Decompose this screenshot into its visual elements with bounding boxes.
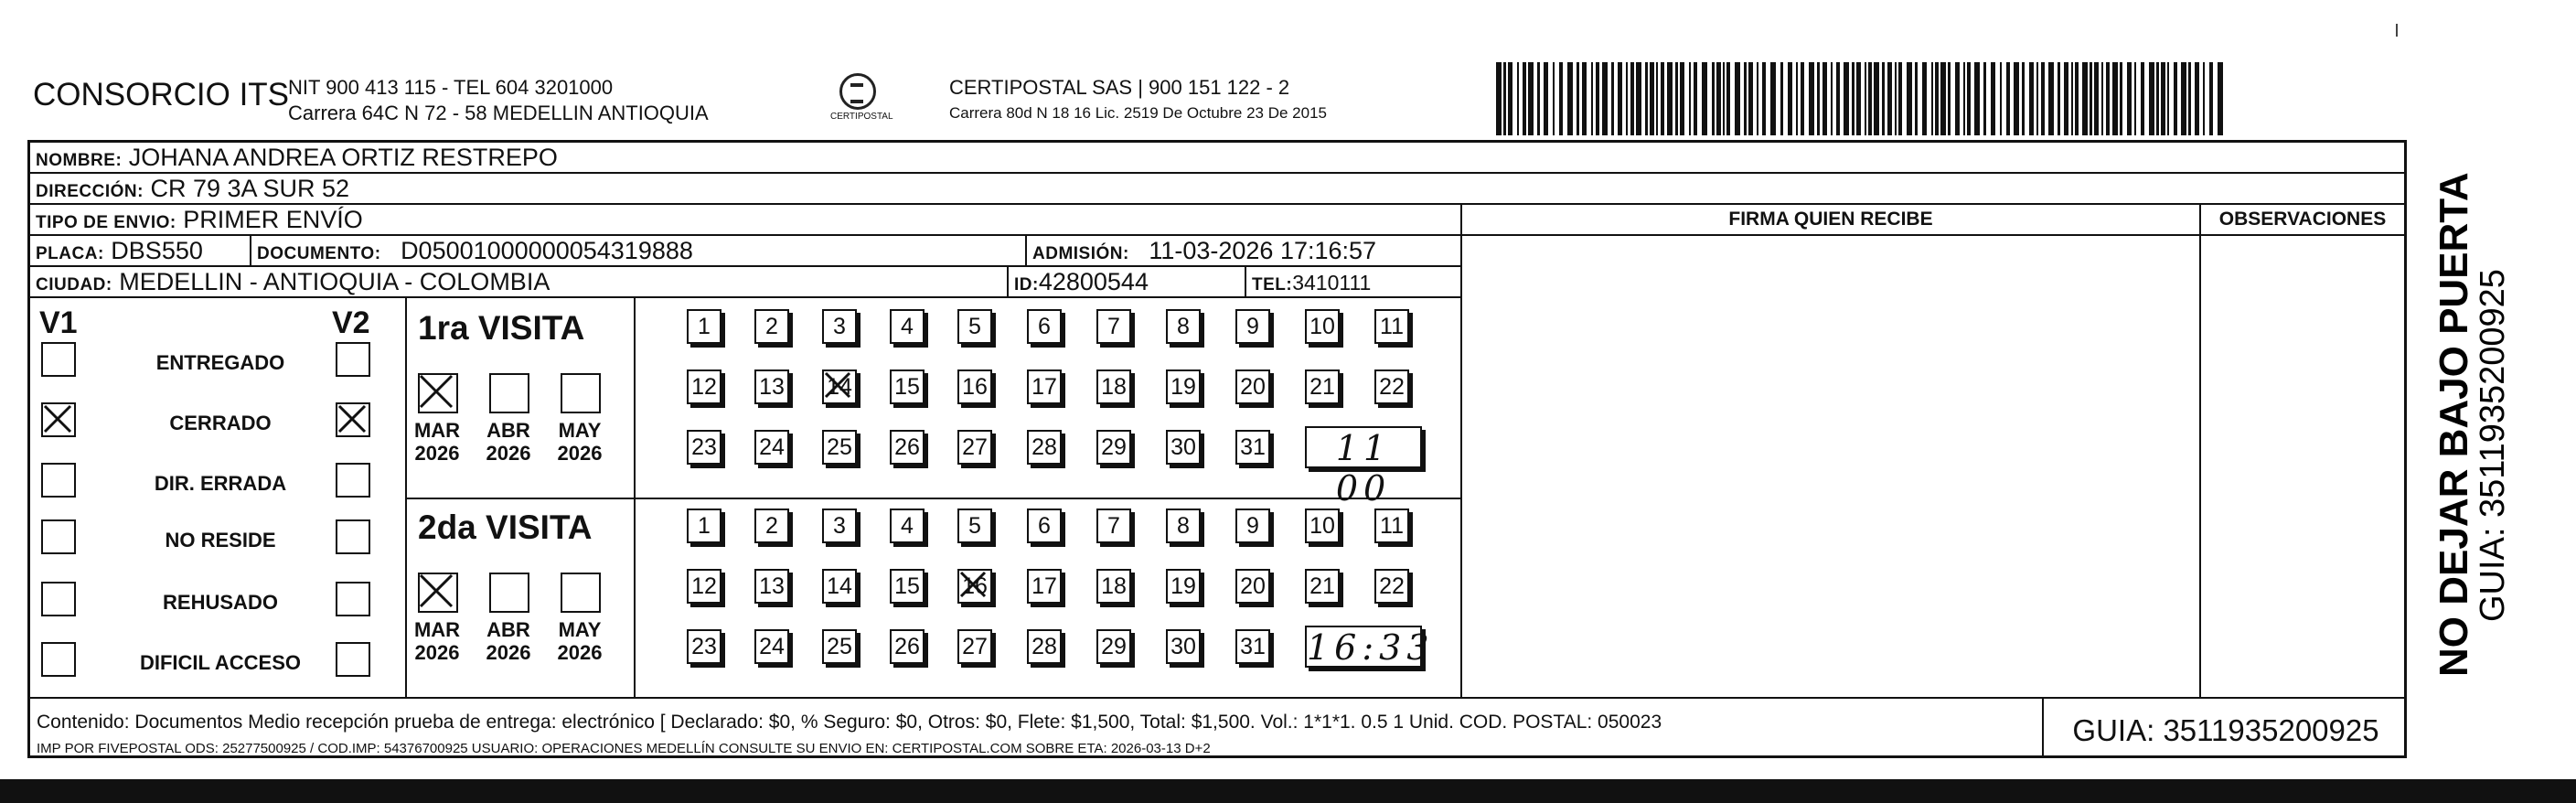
day-box[interactable]: 11 bbox=[1374, 509, 1409, 543]
v2-checkbox[interactable] bbox=[336, 582, 370, 616]
logo-icon bbox=[839, 73, 876, 110]
ciudad-label: CIUDAD: bbox=[36, 275, 112, 294]
documento-label: DOCUMENTO: bbox=[257, 244, 381, 263]
barcode-bar bbox=[1844, 62, 1849, 135]
day-box[interactable]: 27 bbox=[957, 629, 992, 664]
left-edge-mark bbox=[0, 787, 4, 799]
tel-label: TEL: bbox=[1252, 275, 1293, 294]
barcode-bar bbox=[2090, 62, 2092, 135]
day-box[interactable]: 30 bbox=[1166, 629, 1201, 664]
month-label bbox=[405, 618, 469, 664]
day-box[interactable]: 3 bbox=[822, 509, 857, 543]
day-box[interactable]: 30 bbox=[1166, 430, 1201, 465]
day-box[interactable]: 6 bbox=[1027, 509, 1062, 543]
day-box[interactable]: 3 bbox=[822, 309, 857, 344]
barcode-bar bbox=[1618, 62, 1622, 135]
barcode-bar bbox=[2209, 62, 2213, 135]
v2-checkbox[interactable] bbox=[336, 642, 370, 677]
barcode-bar bbox=[2064, 62, 2068, 135]
day-box[interactable]: 25 bbox=[822, 629, 857, 664]
day-box[interactable]: 12 bbox=[687, 369, 721, 404]
barcode-bar bbox=[2006, 62, 2010, 135]
barcode-bar bbox=[1602, 62, 1608, 135]
month-year: 2026 bbox=[414, 641, 460, 664]
day-box[interactable]: 22 bbox=[1374, 369, 1409, 404]
barcode-bar bbox=[1887, 62, 1892, 135]
barcode-bar bbox=[1544, 62, 1548, 135]
barcode-bar bbox=[1508, 62, 1512, 135]
day-box[interactable]: 15 bbox=[890, 369, 925, 404]
month-checkbox[interactable] bbox=[561, 373, 601, 413]
nombre-label: NOMBRE: bbox=[36, 151, 123, 170]
day-box[interactable]: 12 bbox=[687, 569, 721, 604]
day-box[interactable]: 18 bbox=[1096, 369, 1131, 404]
barcode-bar bbox=[1496, 62, 1502, 135]
barcode-bar bbox=[1626, 62, 1628, 135]
day-box[interactable]: 18 bbox=[1096, 569, 1131, 604]
month-year: 2026 bbox=[557, 442, 603, 465]
day-box[interactable]: 26 bbox=[890, 430, 925, 465]
day-box[interactable]: 1 bbox=[687, 509, 721, 543]
barcode-bar bbox=[1822, 62, 1827, 135]
month-checkbox[interactable] bbox=[561, 573, 601, 613]
month-label bbox=[476, 618, 540, 664]
day-box[interactable]: 24 bbox=[754, 430, 789, 465]
check-mark-icon bbox=[415, 370, 457, 412]
visit-time: 11 00 bbox=[1305, 426, 1422, 468]
v2-checkbox[interactable] bbox=[336, 342, 370, 377]
month-checkbox[interactable] bbox=[418, 373, 458, 413]
day-box[interactable]: 16 bbox=[957, 369, 992, 404]
documento-field bbox=[257, 236, 693, 269]
barcode-bar bbox=[1922, 62, 1927, 135]
barcode-bar bbox=[1762, 62, 1766, 135]
month-name: ABR bbox=[486, 419, 530, 442]
barcode-bar bbox=[2161, 62, 2165, 135]
certipostal-info bbox=[949, 75, 1327, 126]
barcode-bar bbox=[2058, 62, 2060, 135]
barcode-bar bbox=[1856, 62, 1861, 135]
barcode-bar bbox=[1630, 62, 1634, 135]
v1-checkbox[interactable] bbox=[41, 342, 76, 377]
day-box[interactable]: 8 bbox=[1166, 309, 1201, 344]
barcode-bar bbox=[1694, 62, 1697, 135]
direccion-row bbox=[30, 174, 2404, 205]
month-checkbox[interactable] bbox=[489, 573, 529, 613]
status-label: DIFICIL ACCESO bbox=[139, 651, 301, 674]
barcode-bar bbox=[2112, 62, 2118, 135]
side-text bbox=[2414, 155, 2515, 677]
barcode-bar bbox=[1689, 62, 1691, 135]
barcode-bar bbox=[1935, 62, 1939, 135]
v2-checkbox[interactable] bbox=[336, 463, 370, 498]
day-box[interactable]: 1 bbox=[687, 309, 721, 344]
delivery-form bbox=[27, 140, 2407, 758]
nombre-value: JOHANA ANDREA ORTIZ RESTREPO bbox=[128, 144, 558, 171]
certipostal-line2: Carrera 80d N 18 16 Lic. 2519 De Octubre 23 De 2015 bbox=[949, 104, 1327, 122]
documento-value: D05001000000054319888 bbox=[401, 237, 693, 264]
barcode-bar bbox=[2106, 62, 2110, 135]
barcode-bar bbox=[2120, 62, 2122, 135]
day-box[interactable]: 21 bbox=[1305, 569, 1340, 604]
barcode-bar bbox=[1882, 62, 1885, 135]
day-box[interactable]: 13 bbox=[754, 569, 789, 604]
barcode-bar bbox=[1577, 62, 1579, 135]
v1-checkbox[interactable] bbox=[41, 463, 76, 498]
check-mark-icon bbox=[415, 570, 457, 612]
month-year: 2026 bbox=[557, 641, 603, 664]
certipostal-line1: CERTIPOSTAL SAS | 900 151 122 - 2 bbox=[949, 76, 1290, 99]
barcode-bar bbox=[2188, 62, 2191, 135]
barcode-bar bbox=[1831, 62, 1833, 135]
barcode-bar bbox=[1596, 62, 1599, 135]
barcode-bar bbox=[1963, 62, 1965, 135]
barcode-bar bbox=[1712, 62, 1715, 135]
day-box[interactable]: 10 bbox=[1305, 509, 1340, 543]
day-box[interactable]: 16 bbox=[957, 569, 992, 604]
day-box[interactable]: 15 bbox=[890, 569, 925, 604]
barcode-bar bbox=[2141, 62, 2144, 135]
barcode-bar bbox=[2149, 62, 2154, 135]
id-label: ID: bbox=[1014, 275, 1039, 294]
barcode-bar bbox=[1852, 62, 1855, 135]
barcode-bar bbox=[1645, 62, 1648, 135]
day-box[interactable]: 14 bbox=[822, 369, 857, 404]
day-box[interactable]: 27 bbox=[957, 430, 992, 465]
month-label bbox=[548, 618, 612, 664]
barcode-bar bbox=[2167, 62, 2169, 135]
barcode-bar bbox=[1567, 62, 1573, 135]
day-box[interactable]: 4 bbox=[890, 309, 925, 344]
day-box[interactable]: 9 bbox=[1235, 309, 1270, 344]
barcode-bar bbox=[2127, 62, 2132, 135]
barcode-bar bbox=[1836, 62, 1840, 135]
month-name: MAY bbox=[558, 419, 602, 442]
side-guia: GUIA: 3511935200925 bbox=[2474, 269, 2512, 622]
day-box[interactable]: 22 bbox=[1374, 569, 1409, 604]
barcode-bar bbox=[1661, 62, 1664, 135]
placa-value: DBS550 bbox=[111, 237, 203, 264]
month-year: 2026 bbox=[414, 442, 460, 465]
barcode-bar bbox=[1801, 62, 1804, 135]
barcode-bar bbox=[1636, 62, 1641, 135]
day-box[interactable]: 17 bbox=[1027, 569, 1062, 604]
barcode-bar bbox=[2082, 62, 2088, 135]
barcode-bar bbox=[1667, 62, 1673, 135]
v1-label: V1 bbox=[39, 305, 78, 340]
check-mark-icon bbox=[334, 401, 370, 437]
barcode-bar bbox=[1940, 62, 1946, 135]
day-box[interactable]: 31 bbox=[1235, 430, 1270, 465]
month-year: 2026 bbox=[486, 442, 531, 465]
day-box[interactable]: 14 bbox=[822, 569, 857, 604]
observaciones-header: OBSERVACIONES bbox=[2218, 209, 2387, 230]
month-label bbox=[548, 419, 612, 465]
barcode-bar bbox=[1770, 62, 1776, 135]
check-mark-icon bbox=[820, 368, 855, 402]
placa-label: PLACA: bbox=[36, 244, 104, 263]
tipo-value: PRIMER ENVÍO bbox=[183, 206, 363, 233]
barcode-bar bbox=[2048, 62, 2054, 135]
v1-checkbox[interactable] bbox=[41, 402, 76, 437]
barcode-bar bbox=[1955, 62, 1960, 135]
admision-field bbox=[1032, 236, 1376, 269]
barcode-bar bbox=[2075, 62, 2079, 135]
barcode-bar bbox=[1967, 62, 1971, 135]
v2-label: V2 bbox=[332, 305, 370, 340]
barcode-bar bbox=[1948, 62, 1951, 135]
barcode-bar bbox=[2174, 62, 2177, 135]
month-name: MAR bbox=[413, 618, 461, 641]
barcode-bar bbox=[1656, 62, 1658, 135]
barcode-bar bbox=[1723, 62, 1725, 135]
day-box[interactable]: 5 bbox=[957, 509, 992, 543]
direccion-value: CR 79 3A SUR 52 bbox=[150, 175, 350, 202]
barcode-bar bbox=[1591, 62, 1593, 135]
nombre-row bbox=[30, 143, 2404, 174]
tel-field bbox=[1252, 267, 1371, 300]
day-box[interactable]: 13 bbox=[754, 369, 789, 404]
day-box[interactable]: 31 bbox=[1235, 629, 1270, 664]
day-box[interactable]: 21 bbox=[1305, 369, 1340, 404]
status-label: NO RESIDE bbox=[165, 529, 276, 551]
barcode-bar bbox=[1537, 62, 1540, 135]
day-box[interactable]: 2 bbox=[754, 509, 789, 543]
v1-checkbox[interactable] bbox=[41, 642, 76, 677]
company-info bbox=[288, 75, 709, 126]
barcode-bar bbox=[1726, 62, 1730, 135]
day-box[interactable]: 26 bbox=[890, 629, 925, 664]
day-box[interactable]: 20 bbox=[1235, 369, 1270, 404]
check-mark-icon bbox=[39, 401, 76, 437]
barcode-bar bbox=[1680, 62, 1684, 135]
barcode-bar bbox=[1611, 62, 1614, 135]
corner-mark bbox=[2396, 24, 2398, 37]
check-mark-icon bbox=[956, 567, 990, 602]
day-box[interactable]: 8 bbox=[1166, 509, 1201, 543]
v1-checkbox[interactable] bbox=[41, 519, 76, 554]
barcode-bar bbox=[2101, 62, 2103, 135]
barcode-bar bbox=[1517, 62, 1519, 135]
barcode-bar bbox=[2134, 62, 2136, 135]
barcode-bar bbox=[1702, 62, 1707, 135]
barcode-bar bbox=[2156, 62, 2159, 135]
tel-value: 3410111 bbox=[1292, 271, 1372, 294]
barcode-bar bbox=[1983, 62, 1986, 135]
barcode-bar bbox=[2094, 62, 2099, 135]
barcode-bar bbox=[1874, 62, 1879, 135]
barcode-bar bbox=[1898, 62, 1902, 135]
barcode-bar bbox=[1788, 62, 1792, 135]
direccion-label: DIRECCIÓN: bbox=[36, 182, 144, 201]
barcode-bar bbox=[1503, 62, 1506, 135]
day-box[interactable]: 11 bbox=[1374, 309, 1409, 344]
tipo-label: TIPO DE ENVIO: bbox=[36, 213, 176, 232]
barcode-bar bbox=[2041, 62, 2045, 135]
v2-checkbox[interactable] bbox=[336, 402, 370, 437]
month-checkbox[interactable] bbox=[418, 573, 458, 613]
barcode-bar bbox=[1809, 62, 1814, 135]
barcode-bar bbox=[1817, 62, 1820, 135]
day-box[interactable]: 24 bbox=[754, 629, 789, 664]
id-field bbox=[1014, 267, 1149, 300]
logo-text: CERTIPOSTAL bbox=[830, 112, 893, 122]
month-name: MAY bbox=[558, 618, 602, 641]
barcode-bar bbox=[1716, 62, 1721, 135]
barcode-bar bbox=[1744, 62, 1747, 135]
barcode-bar bbox=[1675, 62, 1678, 135]
barcode-bar bbox=[1735, 62, 1740, 135]
admision-value: 11-03-2026 17:16:57 bbox=[1149, 237, 1377, 264]
day-box[interactable]: 9 bbox=[1235, 509, 1270, 543]
day-box[interactable]: 7 bbox=[1096, 509, 1131, 543]
day-box[interactable]: 5 bbox=[957, 309, 992, 344]
visit-title: 2da VISITA bbox=[418, 509, 593, 546]
day-box[interactable]: 23 bbox=[687, 629, 721, 664]
barcode-bar bbox=[2014, 62, 2019, 135]
day-box[interactable]: 10 bbox=[1305, 309, 1340, 344]
day-box[interactable]: 2 bbox=[754, 309, 789, 344]
firma-header: FIRMA QUIEN RECIBE bbox=[1728, 209, 1933, 230]
footer-content: Contenido: Documentos Medio recepción prueba de entrega: electrónico [ Declarado: $0, % Seguro: $0, Otros: $0, Flete: $1,500, Total: $1,500. Vol.: 1*1*1. 0.5 1 Unid. COD. POSTAL: 050023 bbox=[37, 712, 1662, 733]
barcode-bar bbox=[2029, 62, 2034, 135]
barcode-bar bbox=[1748, 62, 1753, 135]
status-label: ENTREGADO bbox=[155, 351, 285, 374]
day-box[interactable]: 28 bbox=[1027, 629, 1062, 664]
barcode-bar bbox=[1907, 62, 1912, 135]
barcode-bar bbox=[1991, 62, 1995, 135]
month-name: MAR bbox=[413, 419, 461, 442]
day-box[interactable]: 17 bbox=[1027, 369, 1062, 404]
barcode-bar bbox=[1796, 62, 1798, 135]
day-box[interactable]: 19 bbox=[1166, 569, 1201, 604]
status-label: REHUSADO bbox=[163, 591, 278, 614]
barcode-bar bbox=[1974, 62, 1980, 135]
barcode-bar bbox=[2071, 62, 2073, 135]
status-label: CERRADO bbox=[169, 412, 272, 434]
barcode-bar bbox=[2218, 62, 2223, 135]
barcode-bar bbox=[2000, 62, 2002, 135]
day-box[interactable]: 29 bbox=[1096, 430, 1131, 465]
day-box[interactable]: 6 bbox=[1027, 309, 1062, 344]
barcode-bar bbox=[2181, 62, 2186, 135]
day-box[interactable]: 29 bbox=[1096, 629, 1131, 664]
barcode-bar bbox=[1523, 62, 1526, 135]
barcode-bar bbox=[1528, 62, 1534, 135]
barcode-bar bbox=[2022, 62, 2025, 135]
day-box[interactable]: 20 bbox=[1235, 569, 1270, 604]
barcode-bar bbox=[1865, 62, 1866, 135]
day-box[interactable]: 28 bbox=[1027, 430, 1062, 465]
address-line: Carrera 64C N 72 - 58 MEDELLIN ANTIOQUIA bbox=[288, 102, 709, 124]
day-box[interactable]: 7 bbox=[1096, 309, 1131, 344]
barcode bbox=[1496, 62, 2224, 135]
barcode-bar bbox=[1757, 62, 1758, 135]
barcode-bar bbox=[2195, 62, 2199, 135]
nit-line: NIT 900 413 115 - TEL 604 3201000 bbox=[288, 76, 614, 99]
month-label bbox=[405, 419, 469, 465]
day-box[interactable]: 23 bbox=[687, 430, 721, 465]
barcode-bar bbox=[1931, 62, 1933, 135]
barcode-bar bbox=[1582, 62, 1587, 135]
barcode-bar bbox=[1895, 62, 1897, 135]
certipostal-logo bbox=[830, 71, 893, 128]
barcode-bar bbox=[2036, 62, 2038, 135]
day-box[interactable]: 25 bbox=[822, 430, 857, 465]
day-box[interactable]: 4 bbox=[890, 509, 925, 543]
visit-title: 1ra VISITA bbox=[418, 309, 585, 347]
barcode-bar bbox=[1780, 62, 1783, 135]
month-year: 2026 bbox=[486, 641, 531, 664]
barcode-bar bbox=[1650, 62, 1654, 135]
barcode-bar bbox=[1915, 62, 1918, 135]
guia-number: GUIA: 3511935200925 bbox=[2072, 713, 2379, 747]
month-name: ABR bbox=[486, 618, 530, 641]
id-value: 42800544 bbox=[1038, 268, 1149, 295]
day-box[interactable]: 19 bbox=[1166, 369, 1201, 404]
v1-checkbox[interactable] bbox=[41, 582, 76, 616]
barcode-bar bbox=[2203, 62, 2205, 135]
no-dejar-warning: NO DEJAR BAJO PUERTA bbox=[2432, 172, 2476, 677]
admision-label: ADMISIÓN: bbox=[1032, 244, 1129, 263]
barcode-bar bbox=[1559, 62, 1563, 135]
status-label: DIR. ERRADA bbox=[154, 472, 287, 495]
ciudad-value: MEDELLIN - ANTIOQUIA - COLOMBIA bbox=[119, 268, 550, 295]
barcode-bar bbox=[1553, 62, 1555, 135]
barcode-bar bbox=[1868, 62, 1872, 135]
v2-checkbox[interactable] bbox=[336, 519, 370, 554]
footer-print-info: IMP POR FIVEPOSTAL ODS: 25277500925 / COD.IMP: 54376700925 USUARIO: OPERACIONES MEDELLÍN CONSULTE SU ENVIO EN: CERTIPOSTAL.COM SOBRE ETA: 2026-03-13 D+2 bbox=[37, 741, 1211, 756]
bottom-edge bbox=[0, 779, 2576, 803]
company-name: CONSORCIO ITS bbox=[33, 77, 290, 112]
visit-time: 16:33 bbox=[1307, 627, 1435, 668]
month-checkbox[interactable] bbox=[489, 373, 529, 413]
month-label bbox=[476, 419, 540, 465]
